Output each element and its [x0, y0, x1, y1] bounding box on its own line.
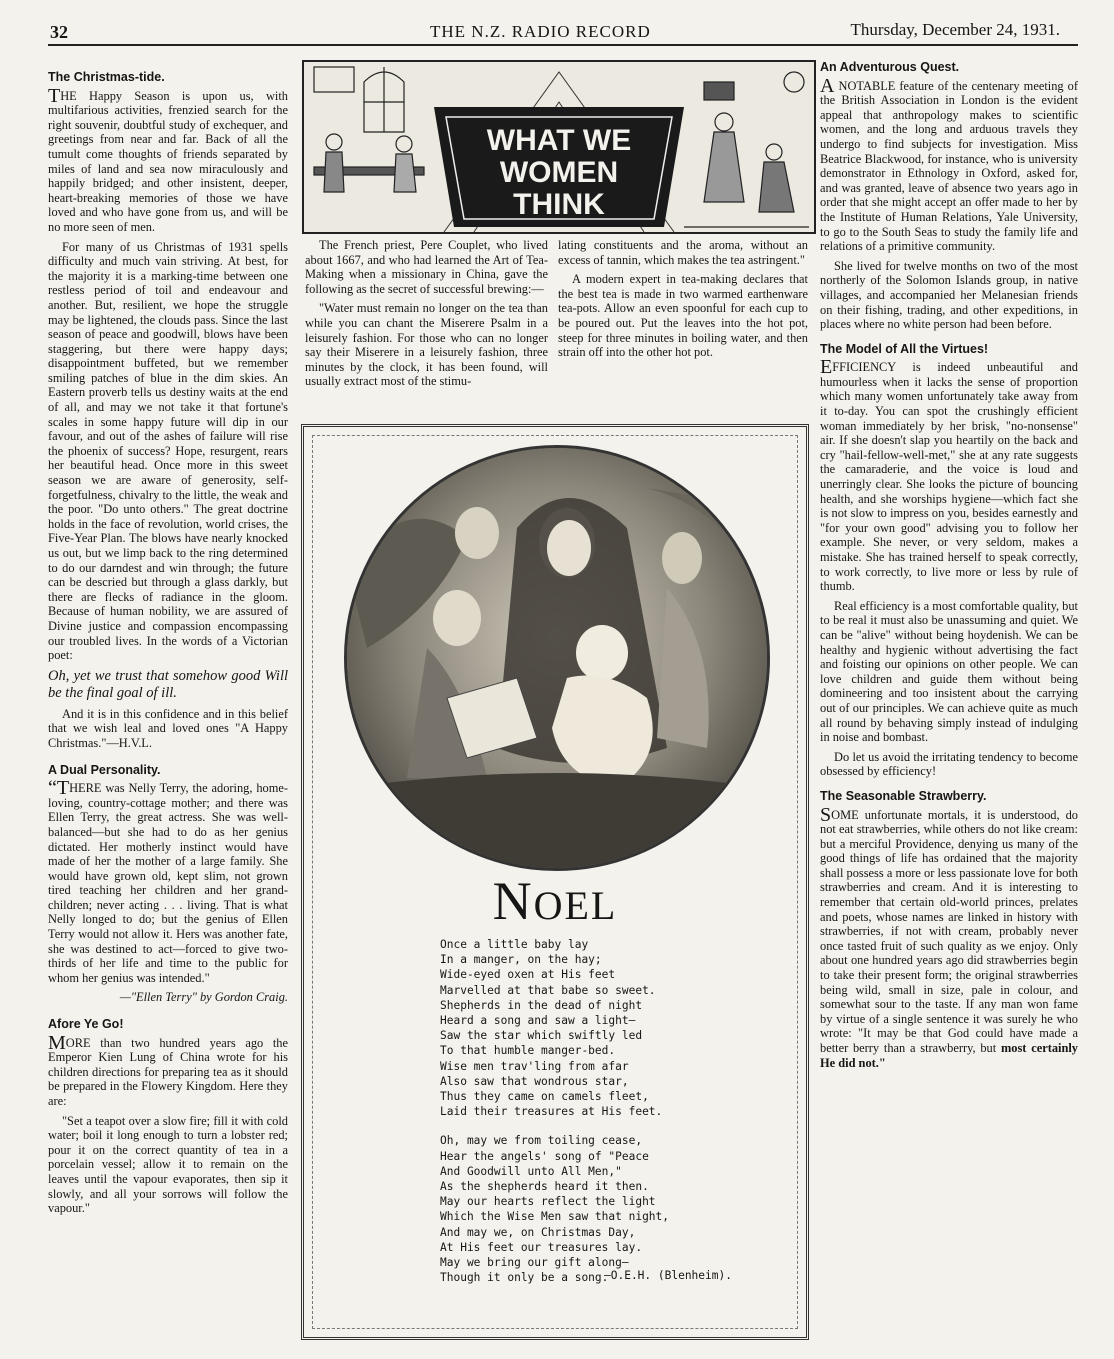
poem-line: Marvelled at that babe so sweet.	[440, 983, 656, 997]
poem-line: As the shepherds heard it then.	[440, 1180, 649, 1194]
paragraph: A NOTABLE feature of the centenary meeting of the British Association in London is the evident appeal that anthropology makes to scientific women, and the long and arduous travels they undergo to find subjects for investigation. Miss Beatrice Blackwood, for instance, who is university demonstrator in Ethnology in Oxford, asked for, and was granted, leave of absence two years ago in order that she might accept an offer made to her by the Institute of Human Relations, Yale University, to go to the South Seas to study the family life and relations of a primitive community.	[820, 74, 1078, 254]
paragraph: “THERE was Nelly Terry, the adoring, home-loving, country-cottage mother; and there was Ellen Terry, the great actress. She was well-balanced—but she had to do as her genius dictated. Her motherly instinct would have made of her the mother of a large family. She would have grown old, kept slim, not grown tired teaching her children and her grand-children; never acting . . . living. That is what Nelly longed to do; but the genius of Ellen Terry would not allow it. Hers was another fate, she was destined to act—forced to give two-thirds of her life and time to the public for whom her genius was intended."	[48, 777, 288, 985]
paragraph: For many of us Christmas of 1931 spells difficulty and much vain striving. At best, for the majority it is a marking-time between one restless period of toil and endeavour and another. But, resilient, we hope the struggle may be lightened, the clouds pass. Since the last season of peace and goodwill, blows have been staggering, but there were happy days; disappointment buffeted, but we remember smiling patches of blue in the dim skies. An Eastern proverb tells us destiny waits at the end of all, and may we not take it that fortune's scales in some happy future will dip in our favour, and out of the ashes of failure will rise the phoenix of success? Hope, resurgent, rears her beautiful head. Once more in this sweet season we are aware of generosity, self-forgetfulness, chivalry to the little, the weak and the poor. "Do unto others." The great doctrine holds in the face of revolution, world crises, the Five-Year Plan. The blows have nearly knocked us out, but we limp back to the ring determined to do our darndest and win through; the future can be descried but through a glass darkly, but there are flecks of radiance in the gloom. Because of human nobility, we are assured of Divine justice and compassion encompassing our troubled lives. In the words of a Victorian poet:	[48, 239, 288, 663]
header-rule	[48, 44, 1078, 46]
poem-line: And may we, on Christmas Day,	[440, 1225, 636, 1239]
poem-line: Though it only be a song.	[440, 1271, 609, 1285]
poem-line: May our hearts reflect the light	[440, 1195, 656, 1209]
banner-title-line3: THINK	[513, 188, 605, 221]
paragraph: And it is in this confidence and in this belief that we wish leal and loved ones "A Happy Christmas."—H.V.L.	[48, 706, 288, 750]
drop-cap: T	[48, 84, 61, 107]
poem-line: Which the Wise Men saw that night,	[440, 1210, 670, 1224]
paragraph: THE Happy Season is upon us, with multifarious activities, frenzied search for the right souvenir, doubtful study of exchequer, and greetings from near and far. Back of all the tumult come thoughts of friends separated by miles of land and sea now miraculously and happily bridged; and other insistent, deeper, heart-breaking memories of those we have loved and who have gone from us, and will be no more seen of men.	[48, 84, 288, 234]
paragraph: A modern expert in tea-making declares that the best tea is made in two warmed earthenware tea-pots. Allow an even spoonful for each cup to be poured out. Put the leaves into the hot pot, steep for three minutes in boiling water, and then strain off into the other hot pot.	[558, 272, 808, 360]
paragraph: Do let us avoid the irritating tendency to become obsessed by efficiency!	[820, 749, 1078, 779]
poem-line: Wide-eyed oxen at His feet	[440, 968, 616, 982]
poem-line: Heard a song and saw a light—	[440, 1014, 636, 1028]
column-3	[558, 238, 808, 365]
column-1	[48, 66, 288, 1221]
poem-line: Also saw that wondrous star,	[440, 1074, 629, 1088]
banner-title-line2: WOMEN	[499, 156, 619, 189]
paragraph: The French priest, Pere Couplet, who lived about 1667, and who had learned the Art of Tea-Making when a missionary in China, gave the following as the secret of successful brewing:—	[305, 238, 548, 296]
paragraph: "Set a teapot over a slow fire; fill it with cold water; boil it long enough to turn a lobster red; pour it on the correct quantity of tea in a porcelain vessel; allow it to remain on the leaves until the vapour evaporates, then sip it slowly, and all your sorrows will follow the vapour."	[48, 1113, 288, 1216]
poem-line: In a manger, on the hay;	[440, 953, 602, 967]
poem-line: And Goodwill unto All Men,"	[440, 1164, 622, 1178]
page-number: 32	[50, 22, 68, 42]
noel-poem	[440, 937, 669, 1285]
paragraph: MORE than two hundred years ago the Emperor Kien Lung of China wrote for his children directions for preparing tea as it should be prepared in the Flowery Kingdom. Here they are:	[48, 1031, 288, 1108]
issue-date: Thursday, December 24, 1931.	[850, 20, 1060, 39]
noel-title: NOEL	[492, 871, 618, 931]
stanza-gap	[440, 1119, 669, 1133]
poem-line: Saw the star which swiftly led	[440, 1029, 643, 1043]
poem-line: Laid their treasures at His feet.	[440, 1105, 663, 1119]
drop-cap: S	[820, 803, 832, 826]
bold-closing: most certainly He did not."	[820, 1041, 1078, 1070]
madonna-and-child-painting	[344, 445, 770, 871]
poem-line: At His feet our treasures lay.	[440, 1240, 643, 1254]
poem-line: Shepherds in the dead of night	[440, 998, 643, 1012]
poem-line: Oh, may we from toiling cease,	[440, 1134, 643, 1148]
poem-line: To that humble manger-bed.	[440, 1044, 616, 1058]
paragraph: SOME unfortunate mortals, it is understood, do not eat strawberries, while others do not like cream: but a merciful Providence, denying us many of the good things of life has ordained that the majority shall possess a more or less passionate love for both strawberries and cream. And it is interesting to remember that certain old-world princes, prelates and poets, whose names are linked in history with strawberries, if not with cream, probably never once tasted fruit of such quality as we enjoy. Only about one hundred years ago did strawberries begin to take their present form; the original strawberries being wild, small in size, pale in colour, and somewhat sour to the taste. If any man won fame by virtue of a single sentence it was surely he who wrote: "It may be that God could have made a better berry than a strawberry, but most certainly He did not."	[820, 803, 1078, 1070]
heading-afore-ye-go: Afore Ye Go!	[48, 1017, 124, 1032]
page-header	[50, 20, 1070, 46]
heading-seasonable-strawberry: The Seasonable Strawberry.	[820, 788, 987, 803]
poem-line: Thus they came on camels fleet,	[440, 1090, 649, 1104]
poem-signature: —O.E.H. (Blenheim).	[604, 1269, 732, 1282]
paragraph: lating constituents and the aroma, without an excess of tannin, which makes the tea astringent."	[558, 238, 808, 267]
poem-line: Once a little baby lay	[440, 938, 589, 951]
poem-quote: Oh, yet we trust that somehow good Will be the final goal of ill.	[48, 667, 288, 701]
drop-cap: A	[820, 74, 835, 97]
drop-cap: M	[48, 1031, 66, 1054]
heading-dual-personality: A Dual Personality.	[48, 762, 161, 777]
what-we-women-think-banner	[302, 60, 816, 234]
poem-line: Hear the angels' song of "Peace	[440, 1149, 649, 1163]
poem-line: Wise men trav'ling from afar	[440, 1059, 629, 1073]
paragraph: "Water must remain no longer on the tea than while you can chant the Miserere Psalm in a leisurely fashion. For those who can no longer say their Miserere in a leisurely fashion, three minutes by the clock, it has been found, will usually extract most of the stimu-	[305, 301, 548, 389]
drop-cap: E	[820, 356, 833, 379]
banner-illustration	[304, 62, 814, 232]
heading-adventurous-quest: An Adventurous Quest.	[820, 60, 960, 74]
column-2	[305, 238, 548, 394]
banner-title-line1: WHAT WE	[486, 124, 632, 157]
paragraph: She lived for twelve months on two of the most northerly of the Solomon Islands group, in native villages, and accompanied her Melanesian friends on their fishing, trading, and other expeditions, in places where no white person had been before.	[820, 258, 1078, 332]
poem-line: May we bring our gift along—	[440, 1256, 629, 1270]
painting-illustration	[347, 448, 767, 868]
heading-christmas-tide: The Christmas-tide.	[48, 70, 165, 84]
column-4	[820, 56, 1078, 1075]
heading-model-virtues: The Model of All the Virtues!	[820, 341, 989, 356]
paragraph: Real efficiency is a most comfortable quality, but to be real it must also be unassuming and quiet. We can be "alive" without being hoydenish. We can be healthy and hygienic without advertising the fact and foisting our opinions on other people. We can love children and guide them without being domineering and too insistent about the carrying out of our principles. We can achieve quite as much all round by behaving simply instead of indulging in noise and bombast.	[820, 598, 1078, 745]
publication-title: THE N.Z. RADIO RECORD	[430, 22, 651, 41]
drop-cap: “T	[48, 777, 70, 800]
paragraph: EFFICIENCY is indeed unbeautiful and humourless when it lacks the sense of proportion which many women unfortunately take away from it to-day. You can spot the crushingly efficient woman immediately by her brisk, "no-nonsense" air. If she doesn't slap you heartily on the back and cry "hail-fellow-well-met," she at any rate suggests the camaraderie, and the voice is loud and unerringly clear. She looks the picture of bouncing health, and she worships hygiene—which fact she is not slow to impress on you, besides earnestly and "for your own good" advising you to follow her example. She never, or very seldom, makes a mistake. She has trained herself to speak correctly, to work correctly, to live more or less by rule of thumb.	[820, 356, 1078, 594]
citation: —"Ellen Terry" by Gordon Craig.	[119, 990, 288, 1005]
noel-frame	[301, 424, 809, 1340]
